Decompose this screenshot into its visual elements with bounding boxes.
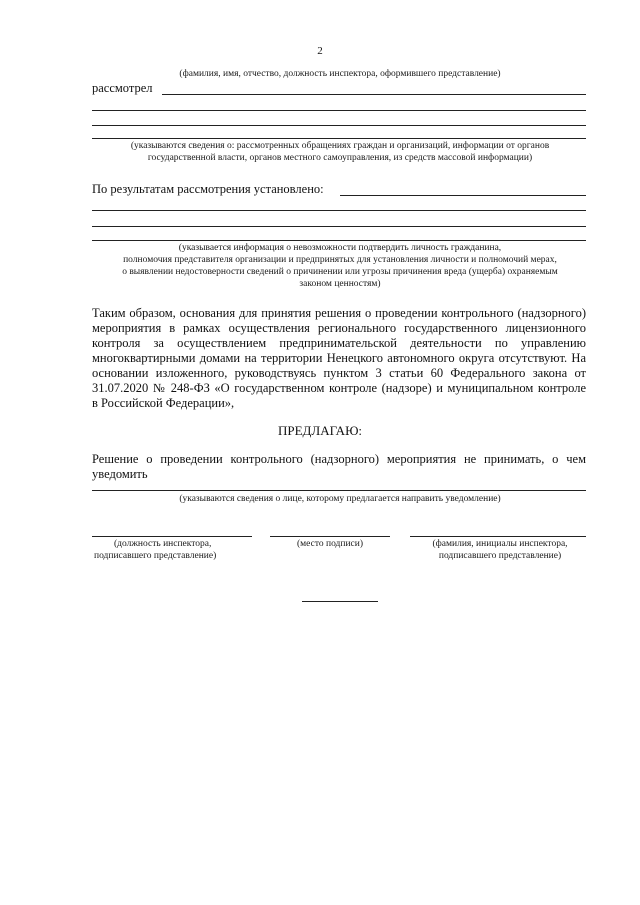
position-caption-line: (должность инспектора, — [114, 539, 212, 549]
findings-line-3 — [92, 226, 586, 227]
reviewed-line-1 — [162, 94, 586, 95]
name-caption — [405, 538, 595, 562]
sign-place-caption: (место подписи) — [296, 539, 364, 549]
conclusion-line: Таким образом, основания для принятия решения о проведении контрольного (надзорного) — [92, 306, 586, 320]
propose-heading: ПРЕДЛАГАЮ: — [277, 423, 363, 438]
findings-caption-line: полномочия представителя организации и предпринятых для установления личности и полномочий мерах, — [123, 255, 557, 265]
conclusion-paragraph — [92, 306, 586, 411]
page-number: 2 — [317, 45, 323, 57]
conclusion-line: 31.07.2020 № 248-ФЗ «О государственном контроле (надзоре) и муниципальном контроле — [92, 381, 586, 395]
findings-line-1 — [340, 195, 586, 196]
reviewed-caption-line: государственной власти, органов местного самоуправления, из средств массовой информации) — [147, 153, 533, 163]
sign-place-line — [270, 536, 390, 537]
position-caption-line: подписавшего представление) — [94, 551, 217, 561]
findings-caption-line: законом ценностям) — [299, 279, 381, 289]
name-caption-line: подписавшего представление) — [438, 551, 562, 561]
findings-line-4 — [92, 240, 586, 241]
position-signature-line — [92, 536, 252, 537]
conclusion-line: мероприятия в рамках осуществления регионального государственного лицензионного — [92, 321, 586, 335]
findings-caption-line: (указывается информация о невозможности подтвердить личность гражданина, — [178, 243, 502, 253]
decision-paragraph — [92, 452, 586, 482]
reviewed-caption-line: (указываются сведения о: рассмотренных обращениях граждан и организаций, информации от органов — [130, 141, 550, 151]
position-caption — [92, 538, 292, 562]
reviewed-line-4 — [92, 138, 586, 139]
conclusion-line: многоквартирными домами на территории Ненецкого автономного округа отсутствуют. На — [92, 351, 586, 365]
decision-line: уведомить — [92, 467, 148, 481]
name-signature-line — [410, 536, 586, 537]
reviewed-label: рассмотрел — [92, 81, 153, 95]
inspector-caption: (фамилия, имя, отчество, должность инспектора, оформившего представление) — [179, 69, 501, 79]
findings-line-2 — [92, 210, 586, 211]
notify-line — [92, 490, 586, 491]
reviewed-line-2 — [92, 110, 586, 111]
conclusion-line: в Российской Федерации», — [92, 396, 235, 410]
conclusion-line: основании изложенного, руководствуясь пунктом 3 статьи 60 Федерального закона от — [92, 366, 586, 380]
reviewed-line-3 — [92, 125, 586, 126]
end-divider — [302, 601, 378, 602]
reviewed-caption — [90, 140, 590, 164]
notify-caption: (указываются сведения о лице, которому предлагается направить уведомление) — [179, 494, 501, 504]
findings-caption — [85, 242, 595, 290]
decision-line: Решение о проведении контрольного (надзорного) мероприятия не принимать, о чем — [92, 452, 586, 466]
conclusion-line: контроля за осуществлением предпринимательской деятельности по управлению — [92, 336, 586, 350]
name-caption-line: (фамилия, инициалы инспектора, — [432, 539, 568, 549]
findings-caption-line: о выявлении недостоверности сведений о причинении или угрозы причинения вреда (ущерба) охраняемым — [122, 267, 558, 277]
findings-label: По результатам рассмотрения установлено: — [92, 182, 324, 196]
